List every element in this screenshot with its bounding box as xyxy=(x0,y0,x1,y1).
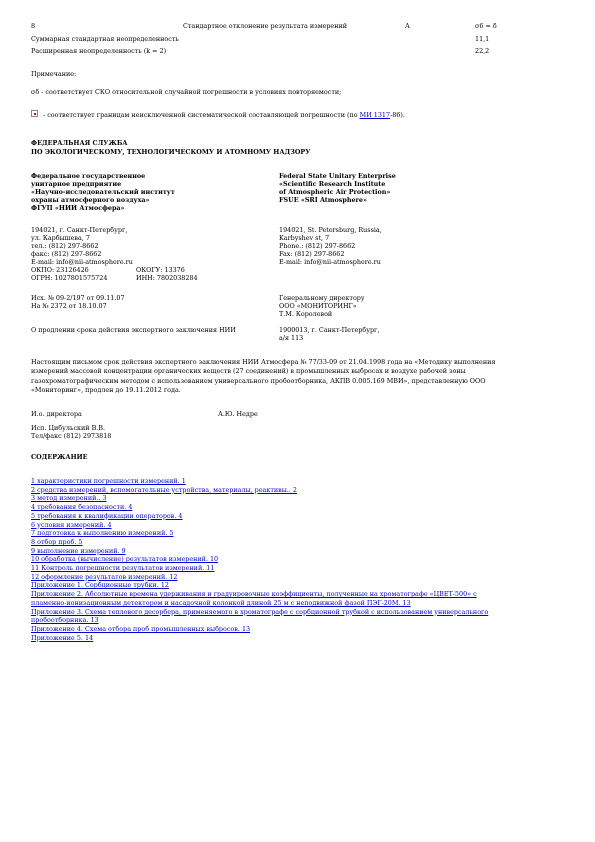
toc-link[interactable]: 10 обработка (вычисление) результатов измерений. 10 xyxy=(31,555,219,564)
table-cell: А xyxy=(405,22,410,30)
address-line: Phone.: (812) 297-8662 xyxy=(279,242,356,250)
table-of-contents xyxy=(31,477,501,642)
standard-link[interactable]: МИ 1317 xyxy=(359,111,391,119)
toc-link[interactable]: 5 требования к квалификации операторов. 4 xyxy=(31,511,183,520)
recipient-address xyxy=(279,326,379,342)
org-line: ФГУП «НИИ Атмосфера» xyxy=(31,204,125,212)
note-text: - соответствует границам неисключенной систематической составляющей погрешности (по xyxy=(43,111,360,119)
executor-line: Исп. Цибульский В.В. xyxy=(31,424,106,432)
signature-name: А.Ю. Недре xyxy=(218,410,258,418)
okogu-code: ОКОГУ: 13376 xyxy=(136,266,185,274)
address-line: Fax: (812) 297-8662 xyxy=(279,250,345,258)
note-line: σδ - соответствует СКО относительной случайной погрешности в условиях повторяемости; xyxy=(31,88,342,96)
toc-link[interactable]: Приложение 4. Схема отбора проб промышленных выбросов. 13 xyxy=(31,624,251,633)
table-cell: Суммарная стандартная неопределенность xyxy=(31,35,179,43)
recipient-line: Генеральному директору xyxy=(279,294,365,302)
executor xyxy=(31,424,111,440)
table-cell: 11,1 xyxy=(475,35,490,43)
recipient-line: ООО «МОНИТОРИНГ» xyxy=(279,302,357,310)
note-text: -86). xyxy=(390,111,405,119)
org-line: of Atmospheric Air Protection» xyxy=(279,188,391,196)
letter-subject: О продлении срока действия экспертного заключения НИИ xyxy=(31,326,236,334)
address-line: 194021, St. Petersburg, Russia, xyxy=(279,226,382,234)
address-line: E-mail: info@nii-atmosphere.ru xyxy=(31,258,133,266)
org-name-en xyxy=(279,172,396,204)
toc-link[interactable]: Приложение 3. Схема теплового десорбера, применяемого в хроматографе с сорбционной трубкой с использованием универсального пробоотборника. 13 xyxy=(31,607,489,625)
table-cell: 8 xyxy=(31,22,36,30)
recipient-address-line: а/я 113 xyxy=(279,334,304,342)
toc-title: СОДЕРЖАНИЕ xyxy=(31,453,88,461)
org-name-ru xyxy=(31,172,175,212)
outgoing-reference xyxy=(31,294,125,310)
address-line: 194021, г. Санкт-Петербург, xyxy=(31,226,128,234)
table-cell: Стандартное отклонение результата измерений xyxy=(183,22,347,30)
address-line: Karbyshev st, 7 xyxy=(279,234,330,242)
org-line: охраны атмосферного воздуха» xyxy=(31,196,150,204)
toc-link[interactable]: 6 условия измерений. 4 xyxy=(31,520,112,529)
toc-link[interactable]: 1 характеристики погрешности измерений. 1 xyxy=(31,477,186,485)
org-line: «Научно-исследовательский институт xyxy=(31,188,175,196)
ogrn-code: ОГРН: 1027801575724 xyxy=(31,274,108,282)
address-en xyxy=(279,226,382,266)
reference-line: На № 2372 от 18.10.07 xyxy=(31,302,107,310)
org-line: «Scientific Research Institute xyxy=(279,180,386,188)
address-ru xyxy=(31,226,133,266)
org-line: FSUE «SRI Atmosphere» xyxy=(279,196,367,204)
address-line: E-mail: info@nii-atmosphere.ru xyxy=(279,258,381,266)
toc-link[interactable]: 2 средства измерений, вспомогательные устройства, материалы, реактивы.. 2 xyxy=(31,485,297,494)
toc-link[interactable]: Приложение 5. 14 xyxy=(31,633,94,642)
recipient-address-line: 1900013, г. Санкт-Петербург, xyxy=(279,326,380,334)
toc-link[interactable]: Приложение 1. Сорбционные трубки. 12 xyxy=(31,581,169,590)
agency-name: ПО ЭКОЛОГИЧЕСКОМУ, ТЕХНОЛОГИЧЕСКОМУ И АТОМНОМУ НАДЗОРУ xyxy=(31,148,311,156)
table-cell: 22,2 xyxy=(475,47,490,55)
toc-link[interactable]: 11 Контроль погрешности результатов измерений. 11 xyxy=(31,564,215,573)
recipient xyxy=(279,294,365,318)
okpo-code: ОКПО: 23126426 xyxy=(31,266,89,274)
agency-name: ФЕДЕРАЛЬНАЯ СЛУЖБА xyxy=(31,139,128,147)
note-title: Примечание: xyxy=(31,70,77,78)
address-line: ул. Карбышева, 7 xyxy=(31,234,90,242)
org-line: унитарное предприятие xyxy=(31,180,122,188)
toc-link[interactable]: 3 метод измерений.. 3 xyxy=(31,494,107,503)
org-line: Federal State Unitary Enterprise xyxy=(279,172,396,180)
recipient-line: Т.М. Королевой xyxy=(279,310,333,318)
note-line xyxy=(43,111,405,119)
table-row xyxy=(31,35,507,44)
table-row xyxy=(31,47,507,56)
toc-link[interactable]: 4 требования безопасности. 4 xyxy=(31,503,133,512)
toc-link[interactable]: 12 оформление результатов измерений. 12 xyxy=(31,572,178,581)
toc-link[interactable]: 7 подготовка к выполнению измерений. 5 xyxy=(31,529,174,538)
toc-link[interactable]: 8 отбор проб. 5 xyxy=(31,537,83,546)
letter-body: Настоящим письмом срок действия экспертного заключения НИИ Атмосфера № 77/33-09 от 21.04.1998 года на «Методику выполнения измерений массовой концентрации органических веществ (27 соединений) в промышленных выбросах и воздухе рабочей зоны газохроматографическим методом с использованием универсального пробоотборника, АКПВ 0.005.169 МВИ», представленную ООО «Мониторинг», продлен до 19.11.2012 года. xyxy=(31,358,496,394)
reference-line: Исх. № 09-2/197 от 09.11.07 xyxy=(31,294,125,302)
address-line: факс: (812) 297-8662 xyxy=(31,250,102,258)
address-line: тел.: (812) 297-8662 xyxy=(31,242,99,250)
table-cell: Расширенная неопределенность (k = 2) xyxy=(31,47,167,55)
broken-image-icon xyxy=(31,110,38,117)
inn-code: ИНН: 7802038284 xyxy=(136,274,198,282)
toc-link[interactable]: 9 выполнение измерений. 9 xyxy=(31,546,126,555)
table-row xyxy=(31,22,507,31)
org-line: Федеральное государственное xyxy=(31,172,146,180)
toc-link[interactable]: Приложение 2. Абсолютные времена удерживания и градуировочные коэффициенты, полученные на хроматографе «ЦВЕТ-500» с пламенно-ионизационным детектором и насадочной колонкой длиной 25 м с неподвижной фазой ПЭГ-20М. 13 xyxy=(31,590,477,607)
signature-title: И.о. директора xyxy=(31,410,82,418)
executor-line: Тел/факс (812) 2973818 xyxy=(31,432,112,440)
table-cell: σ6 = δ xyxy=(475,22,497,30)
